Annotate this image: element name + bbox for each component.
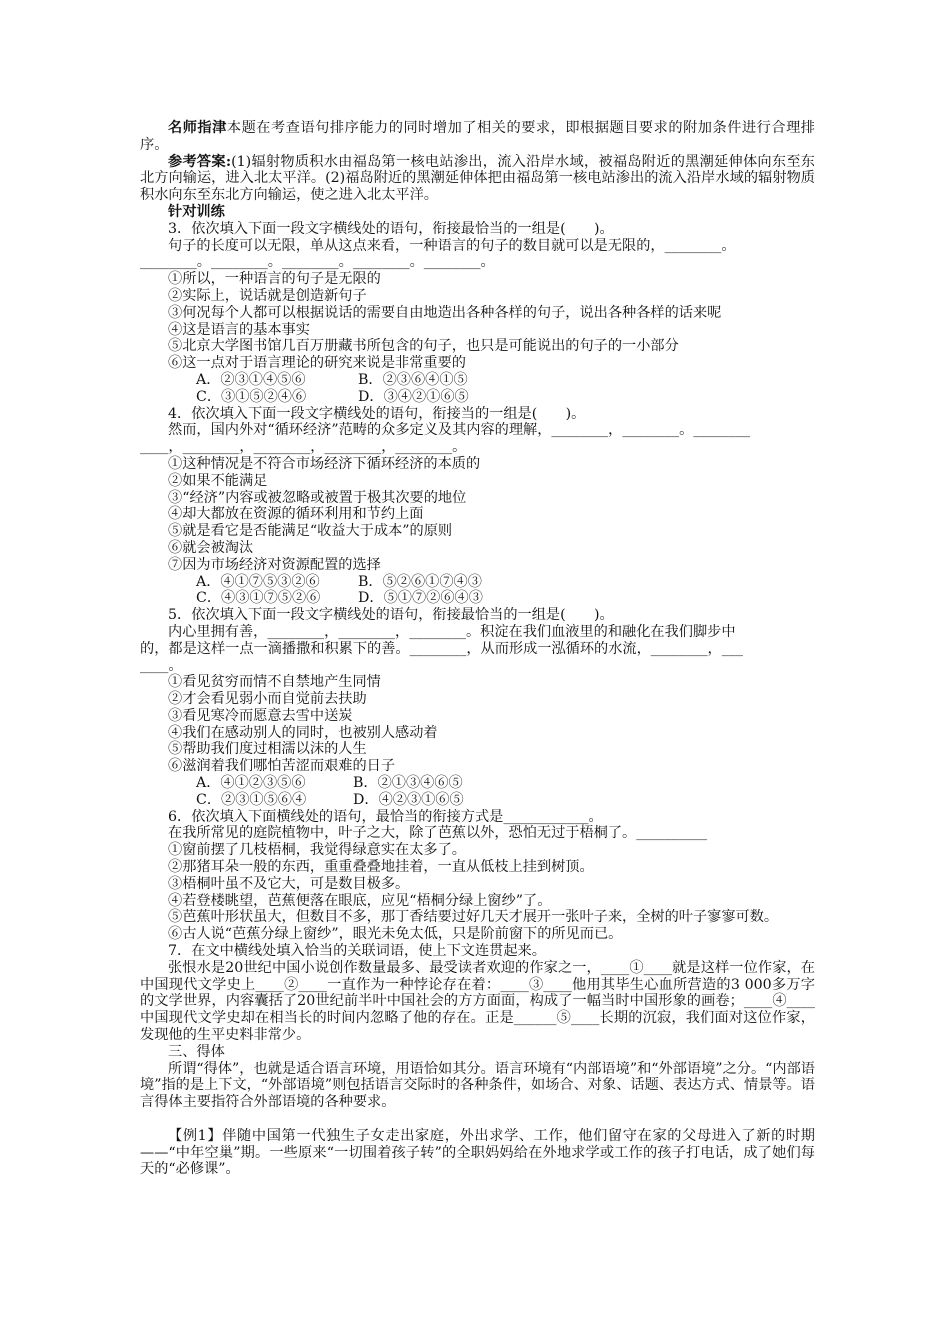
q5-option-a: A．④①②③⑤⑥ [196,775,306,792]
q5-options-row [140,775,815,792]
q4-item: ⑤就是看它是否能满足“收益大于成本”的原则 [168,523,453,540]
answer-paragraph [140,154,815,204]
answer-label: 参考答案: [168,153,232,170]
q3-item: ②实际上，说话就是创造新句子 [168,287,367,304]
document-page [140,120,815,1178]
q5-passage-line: 内心里拥有善，________，________，________。积淀在我们血液里的和融化在我们脚步中 [168,623,736,640]
q4-stem: 4．依次填入下面一段文字横线处的语句，衔接当的一组是( )。 [168,405,586,422]
example1-paragraph: 【例1】伴随中国第一代独生子女走出家庭，外出求学、工作，他们留守在家的父母进入了新的时期——“中年空巢”期。一些原来“一切围着孩子转”的全职妈妈给在外地求学或工作的孩子打电话，成了她们每天的“必修课”。 [140,1127,815,1178]
q5-option-c: C．②③①⑤⑥④ [196,791,307,808]
q4-item: ②如果不能满足 [168,472,268,489]
q6-item: ⑥古人说“芭蕉分绿上窗纱”，眼光未免太低，只是阶前窗下的所见而已。 [168,926,623,943]
q5-item: ①看见贫穷而情不自禁地产生同情 [168,674,381,691]
q4-option-d: D．⑤①⑦②⑥④③ [358,590,483,607]
q5-options-row [140,792,815,809]
q4-item: ④却大都放在资源的循环利用和节约上面 [168,506,424,523]
section3-title: 三、得体 [168,1043,225,1060]
training-title: 针对训练 [168,203,225,220]
q6-item: ③梧桐叶虽不及它大，可是数目极多。 [168,875,410,892]
q5-item: ③看见寒冷而愿意去雪中送炭 [168,707,353,724]
q4-item: ⑥就会被淘汰 [168,539,254,556]
answer-text: (1)辐射物质积水由福岛第一核电站渗出，流入沿岸水域，被福岛附近的黑潮延伸体向东至东北方向输运，进入北太平洋。(2)福岛附近的黑潮延伸体把由福岛第一核电站渗出的流入沿岸水域的辐射物质积水向东至东北方向输运，使之进入北太平洋。 [140,153,815,204]
q3-option-c: C．③①⑤②④⑥ [196,388,307,405]
q3-option-a: A．②③①④⑤⑥ [196,371,306,388]
q3-item: ⑤北京大学图书馆几百万册藏书所包含的句子，也只是可能说出的句子的一小部分 [168,338,679,355]
mingshi-label: 名师指津 [168,120,227,136]
q6-stem: 6．依次填入下面横线处的语句，最恰当的衔接方式是____________。 [168,808,603,825]
q4-item: ③“经济”内容或被忽略或被置于极其次要的地位 [168,489,467,506]
q3-option-b: B．②③⑥④①⑤ [358,371,468,388]
q5-item: ②才会看见弱小而自觉前去扶助 [168,691,367,708]
q5-option-b: B．②①③④⑥⑤ [353,775,463,792]
spacer [140,1111,815,1128]
mingshi-text: 本题在考查语句排序能力的同时增加了相关的要求，即根据题目要求的附加条件进行合理排序。 [140,120,815,153]
q6-item: ②那猪耳朵一般的东西，重重叠叠地挂着，一直从低枝上挂到树顶。 [168,859,594,876]
q6-item: ④若登楼眺望，芭蕉便落在眼底，应见“梧桐分绿上窗纱”了。 [168,892,552,909]
q6-item: ①窗前摆了几枝梧桐，我觉得绿意实在太多了。 [168,842,466,859]
q5-stem: 5．依次填入下面一段文字横线处的语句，衔接最恰当的一组是( )。 [168,607,614,624]
q3-item: ④这是语言的基本事实 [168,321,310,338]
q4-options-row [140,574,815,591]
q3-item: ①所以，一种语言的句子是无限的 [168,271,381,288]
q5-passage-line: ____。 [140,657,183,674]
q3-stem: 3．依次填入下面一段文字横线处的语句，衔接最恰当的一组是( )。 [168,220,614,237]
q3-passage-line: 句子的长度可以无限，单从这点来看，一种语言的句子的数目就可以是无限的，________。 [168,237,736,254]
q5-passage-line: 的，都是这样一点一滴播撒和积累下的善。________，从而形成一泓循环的水流，________，___ [140,640,743,657]
q4-options-row [140,590,815,607]
q7-passage: 张恨水是20世纪中国小说创作数量最多、最受读者欢迎的作家之一，____①____就是这样一位作家，在中国现代文学史上____②____一直作为一种悖论存在着：____③____他用其毕生心血所营造的3 000多万字的文学世界，内容囊括了20世纪前半叶中国社会的方方面面，构成了一幅当时中国形象的画卷；____④____中国现代文学史却在相当长的时间内忽略了他的存在。正是______⑤____长期的沉寂，我们面对这位作家，发现他的生平史料非常少。 [140,959,815,1044]
q6-item: ⑤芭蕉叶形状虽大，但数目不多，那丁香结要过好几天才展开一张叶子来，全树的叶子寥寥可数。 [168,909,779,926]
mingshi-paragraph [140,120,815,154]
q3-item: ③何况每个人都可以根据说话的需要自由地造出各种各样的句子，说出各种各样的话来呢 [168,304,722,321]
q4-passage-line: ____，________，________，________，________。 [140,439,467,456]
q4-item: ①这种情况是不符合市场经济下循环经济的本质的 [168,455,481,472]
q4-option-b: B．⑤②⑥①⑦④③ [358,573,482,590]
q4-item: ⑦因为市场经济对资源配置的选择 [168,556,381,573]
q4-passage-line: 然而，国内外对“循环经济”范畴的众多定义及其内容的理解，________，________。________ [168,422,751,439]
section3-paragraph: 所谓“得体”，也就是适合语言环境，用语恰如其分。语言环境有“内部语境”和“外部语境”之分。“内部语境”指的是上下文，“外部语境”则包括语言交际时的各种条件，如场合、对象、话题、表达方式、情景等。语言得体主要指符合外部语境的各种要求。 [140,1060,815,1111]
q3-passage-line: ________。________。________。________。________。 [140,254,495,271]
q3-option-d: D．③④②①⑥⑤ [358,388,469,405]
q5-item: ⑤帮助我们度过相濡以沫的人生 [168,741,367,758]
q4-option-c: C．④③①⑦⑤②⑥ [196,590,321,607]
q5-item: ⑥滋润着我们哪怕苦涩而艰难的日子 [168,758,396,775]
q3-options-row [140,389,815,406]
q7-stem: 7．在文中横线处填入恰当的关联词语，使上下文连贯起来。 [168,943,546,960]
q4-option-a: A．④①⑦⑤③②⑥ [196,573,320,590]
q6-passage: 在我所常见的庭院植物中，叶子之大，除了芭蕉以外，恐怕无过于梧桐了。__________ [168,825,708,842]
q3-item: ⑥这一点对于语言理论的研究来说是非常重要的 [168,355,466,372]
q5-option-d: D．④②③①⑥⑤ [353,791,464,808]
q5-item: ④我们在感动别人的同时，也被别人感动着 [168,724,438,741]
q3-options-row [140,372,815,389]
